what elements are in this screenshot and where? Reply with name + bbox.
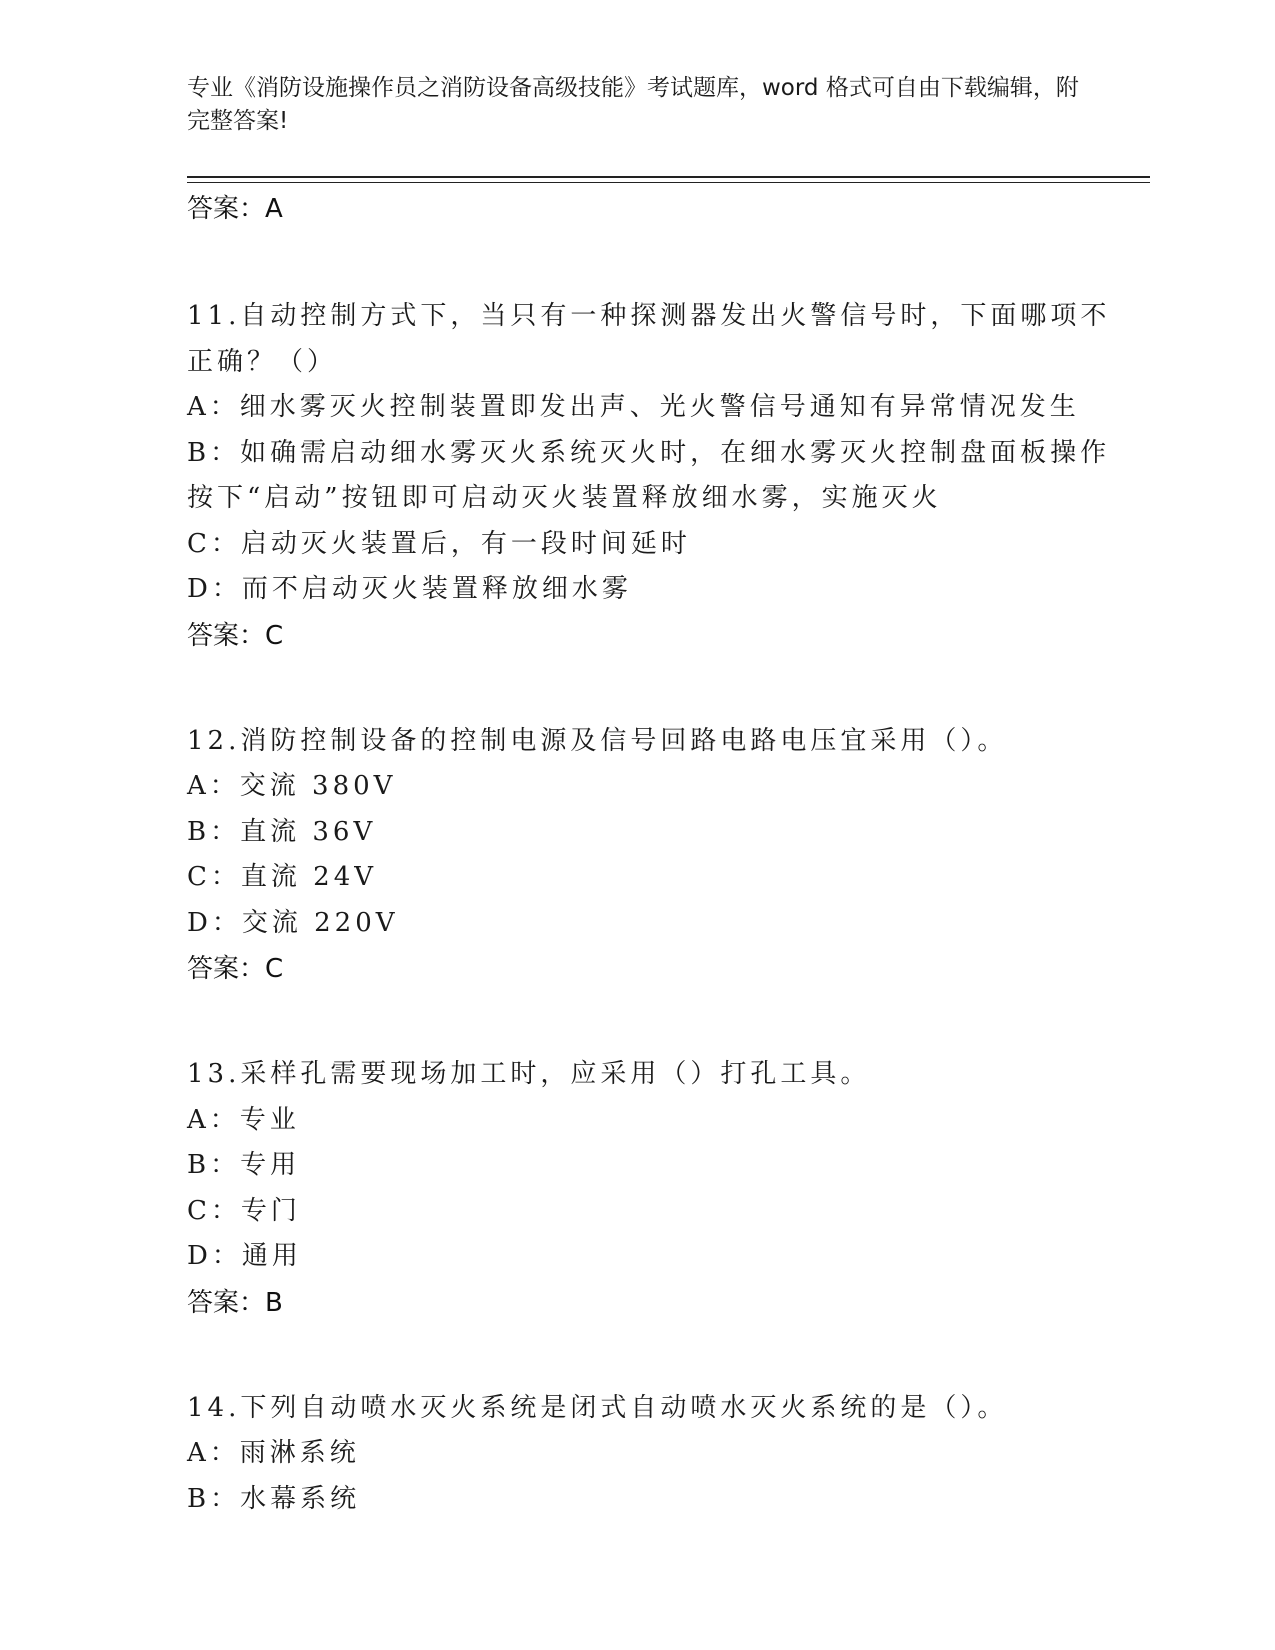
header-rule-thin xyxy=(187,182,1150,183)
question-12 xyxy=(187,719,1147,993)
spacer xyxy=(187,1326,1147,1386)
option-d: D：而不启动灭火装置释放细水雾 xyxy=(187,574,632,604)
previous-answer: 答案：A xyxy=(187,194,283,224)
question-text: 正确？（） xyxy=(187,346,338,377)
option-b-continued: 按下“启动”按钮即可启动灭火装置释放细水雾，实施灭火 xyxy=(187,483,942,513)
question-list xyxy=(187,186,1147,1522)
option-c: C：专门 xyxy=(187,1195,301,1226)
option-a: A：专业 xyxy=(187,1104,300,1135)
header-rule-thick xyxy=(187,176,1150,178)
question-text: 13.采样孔需要现场加工时，应采用（）打孔工具。 xyxy=(187,1059,871,1089)
question-11 xyxy=(187,294,1147,659)
answer: 答案：C xyxy=(187,954,284,984)
question-14 xyxy=(187,1386,1147,1523)
option-b: B：直流 36V xyxy=(187,816,377,847)
option-b: B：如确需启动细水雾灭火系统灭火时，在细水雾灭火控制盘面板操作 xyxy=(187,437,1111,468)
option-a: A：雨淋系统 xyxy=(187,1438,360,1468)
question-text: 11.自动控制方式下，当只有一种探测器发出火警信号时，下面哪项不 xyxy=(187,301,1111,331)
option-c: C：启动灭火装置后，有一段时间延时 xyxy=(187,528,691,559)
option-a: A：细水雾灭火控制装置即发出声、光火警信号通知有异常情况发生 xyxy=(187,392,1080,422)
question-13 xyxy=(187,1052,1147,1326)
option-b: B：水幕系统 xyxy=(187,1483,361,1514)
option-a: A：交流 380V xyxy=(187,771,397,801)
option-c: C：直流 24V xyxy=(187,862,378,892)
spacer xyxy=(187,232,1147,294)
option-d: D：通用 xyxy=(187,1241,302,1271)
question-text: 14.下列自动喷水灭火系统是闭式自动喷水灭火系统的是（）。 xyxy=(187,1392,1008,1423)
answer: 答案：C xyxy=(187,620,284,651)
spacer xyxy=(187,659,1147,719)
document-header: 专业《消防设施操作员之消防设备高级技能》考试题库，word 格式可自由下载编辑，附完整答案! xyxy=(187,75,1079,134)
spacer xyxy=(187,992,1147,1052)
question-text: 12.消防控制设备的控制电源及信号回路电路电压宜采用（）。 xyxy=(187,725,1008,756)
answer: 答案：B xyxy=(187,1287,283,1318)
option-b: B：专用 xyxy=(187,1150,301,1180)
option-d: D：交流 220V xyxy=(187,907,399,938)
